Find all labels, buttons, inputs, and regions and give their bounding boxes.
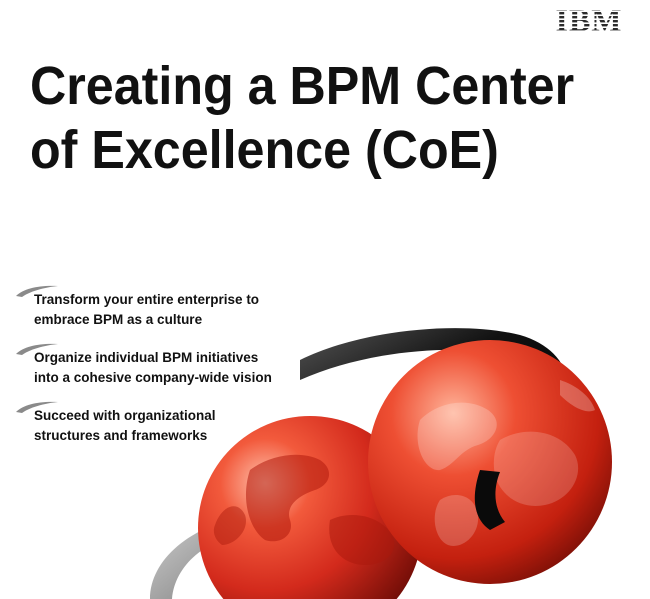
bullet-text	[34, 290, 314, 330]
globe-right	[368, 340, 612, 584]
bullet-line: embrace BPM as a culture	[34, 312, 203, 327]
bullet-text	[34, 406, 314, 446]
bullet-line: Organize individual BPM initiatives	[34, 350, 259, 365]
title-line-2: of Excellence (CoE)	[30, 120, 499, 180]
bullet-line: Transform your entire enterprise to	[34, 292, 260, 307]
bullet-line: Succeed with organizational	[34, 408, 216, 423]
title-line-1: Creating a BPM Center	[30, 56, 575, 116]
ibm-logo-text: IBM	[555, 4, 623, 36]
bullet-line: structures and frameworks	[34, 428, 208, 443]
bullet-text	[34, 348, 314, 388]
bullet-line: into a cohesive company-wide vision	[34, 370, 272, 385]
